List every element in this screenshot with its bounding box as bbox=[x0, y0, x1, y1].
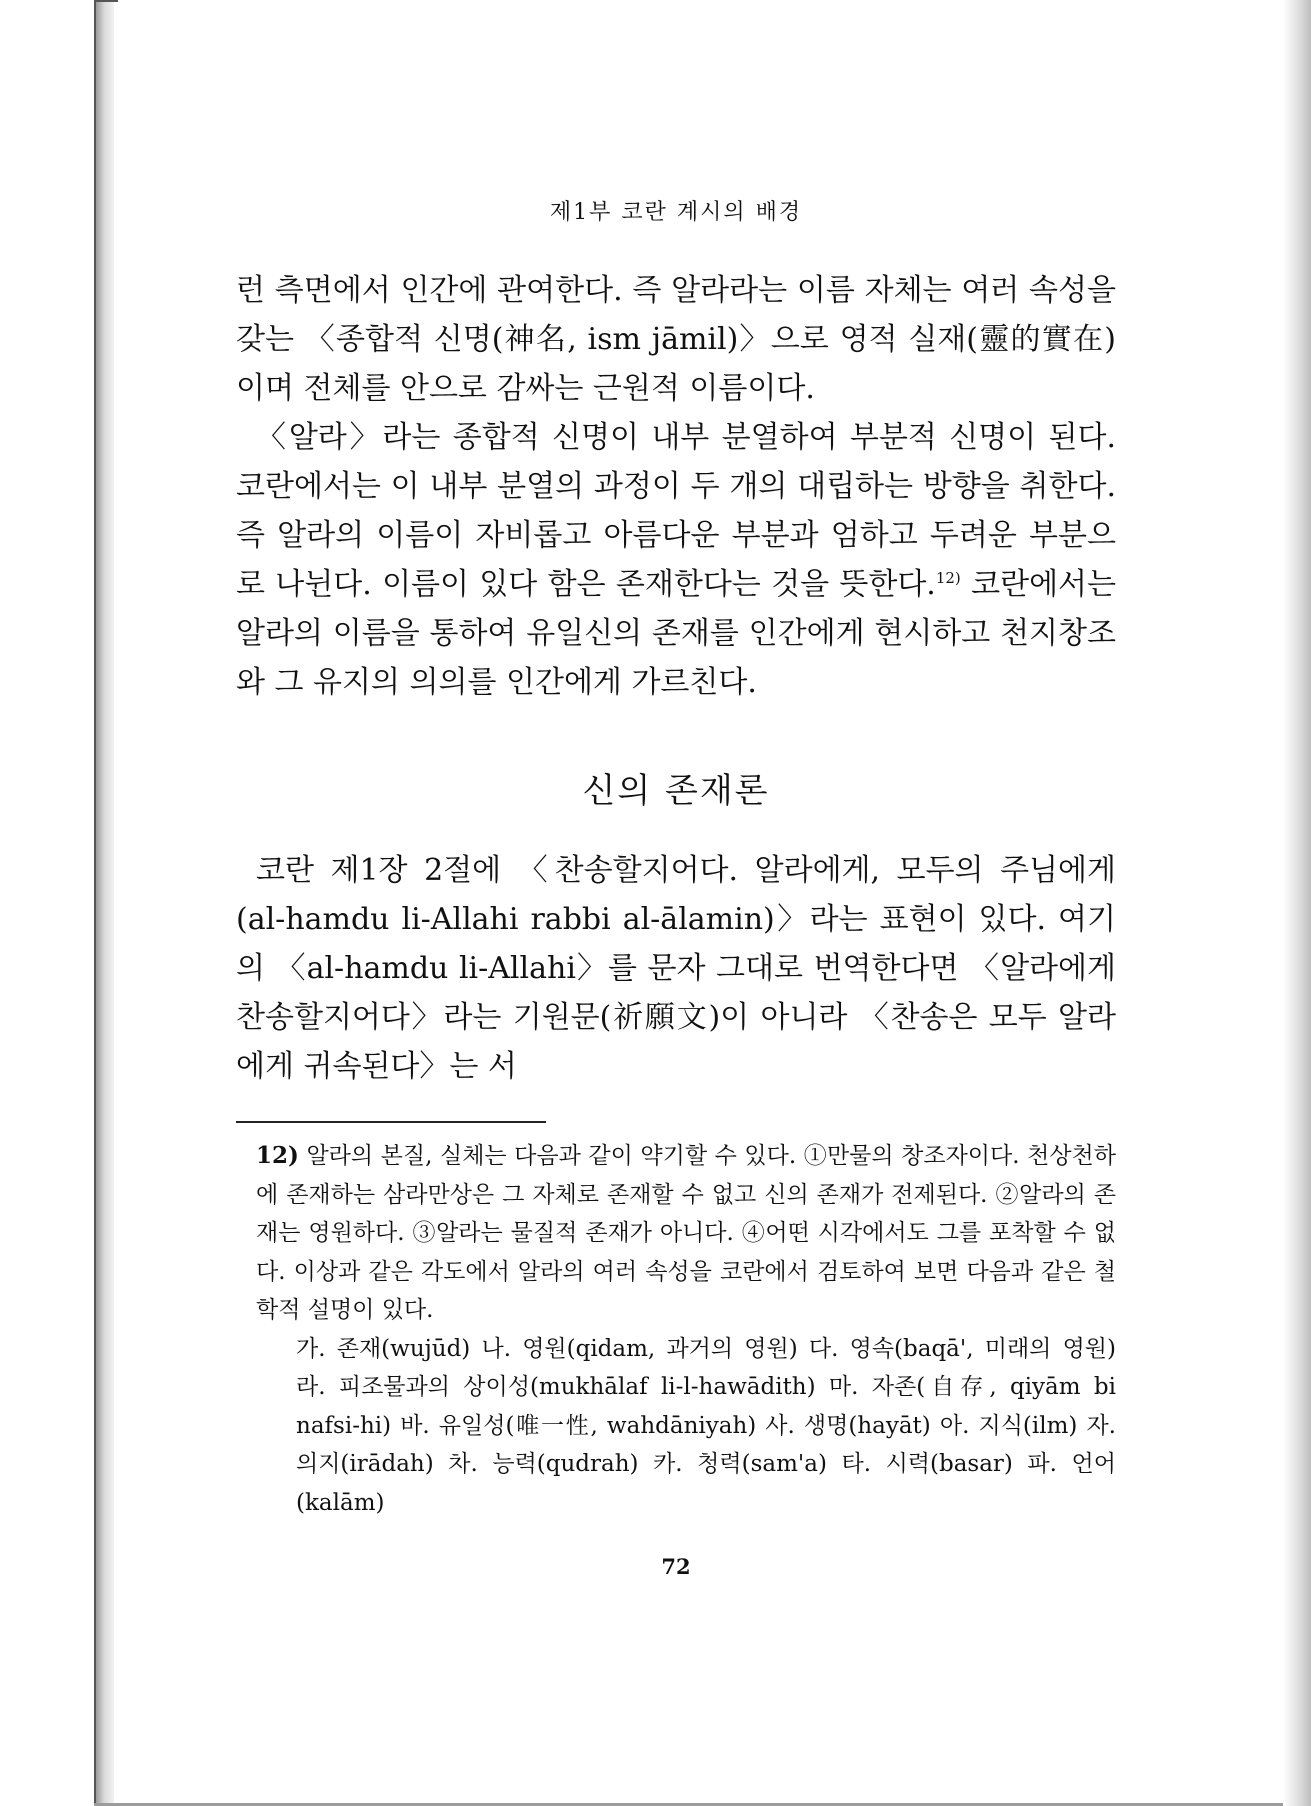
page-content bbox=[236, 195, 1116, 1579]
footnote-number: 12) bbox=[256, 1142, 299, 1169]
book-corner bbox=[94, 0, 118, 26]
paragraph-2 bbox=[236, 413, 1116, 707]
footnote-text: 12) 알라의 본질, 실체는 다음과 같이 약기할 수 있다. ①만물의 창조자이다. 천상천하에 존재하는 삼라만상은 그 자체로 존재할 수 없고 신의 존재가 전제된다. ②알라의 존재는 영원하다. ③알라는 물질적 존재가 아니다. ④어떤 시각에서도 그를 포착할 수 없다. 이상과 같은 각도에서 알라의 여러 속성을 코란에서 검토하여 보면 다음과 같은 철학적 설명이 있다. bbox=[256, 1142, 1116, 1323]
footnote bbox=[236, 1137, 1116, 1522]
paragraph-2-text: 〈알라〉라는 종합적 신명이 내부 분열하여 부분적 신명이 된다. 코란에서는 이 내부 분열의 과정이 두 개의 대립하는 방향을 취한다. 즉 알라의 이름이 자비롭고 아름다운 부분과 엄하고 두려운 부분으로 나뉜다. 이름이 있다 함은 존재한다는 것을 뜻한다. bbox=[236, 420, 1116, 602]
paragraph-2-tail: 코란에서는 알라의 이름을 통하여 유일신의 존재를 인간에게 현시하고 천지창조와 그 유지의 의의를 인간에게 가르친다. bbox=[236, 567, 1117, 700]
running-header: 제1부 코란 계시의 배경 bbox=[549, 200, 803, 225]
footnote-attribute-list: 가. 존재(wujūd) 나. 영원(qidam, 과거의 영원) 다. 영속(baqā', 미래의 영원) 라. 피조물과의 상이성(mukhālaf li-l-hawādith) 마. 자존(自存, qiyām bi nafsi-hi) 바. 유일성(唯一性, wahdāniyah) 사. 생명(hayāt) 아. 지식(ilm) 자. 의지(irādah) 차. 능력(qudrah) 카. 청력(sam'a) 타. 시력(basar) 파. 언어(kalām) bbox=[296, 1335, 1116, 1516]
footnote-divider bbox=[236, 1121, 546, 1123]
section-title: 신의 존재론 bbox=[582, 771, 770, 811]
page-edge-shadow bbox=[1283, 0, 1311, 1806]
section-paragraph: 코란 제1장 2절에 〈찬송할지어다. 알라에게, 모두의 주님에게 (al-hamdu li-Allahi rabbi al-ālamin)〉라는 표현이 있다. 여기의 〈al-hamdu li-Allahi〉를 문자 그대로 번역한다면 〈알라에게 찬송할지어다〉라는 기원문(祈願文)이 아니라 〈찬송은 모두 알라에게 귀속된다〉는 서 bbox=[236, 853, 1116, 1084]
paragraph-1: 런 측면에서 인간에 관여한다. 즉 알라라는 이름 자체는 여러 속성을 갖는 〈종합적 신명(神名, ism jāmil)〉으로 영적 실재(靈的實在)이며 전체를 안으로 감싸는 근원적 이름이다. bbox=[236, 273, 1116, 406]
footnote-reference[interactable]: 12) bbox=[935, 569, 961, 587]
book-spine bbox=[94, 0, 114, 1806]
page-number: 72 bbox=[661, 1554, 691, 1579]
